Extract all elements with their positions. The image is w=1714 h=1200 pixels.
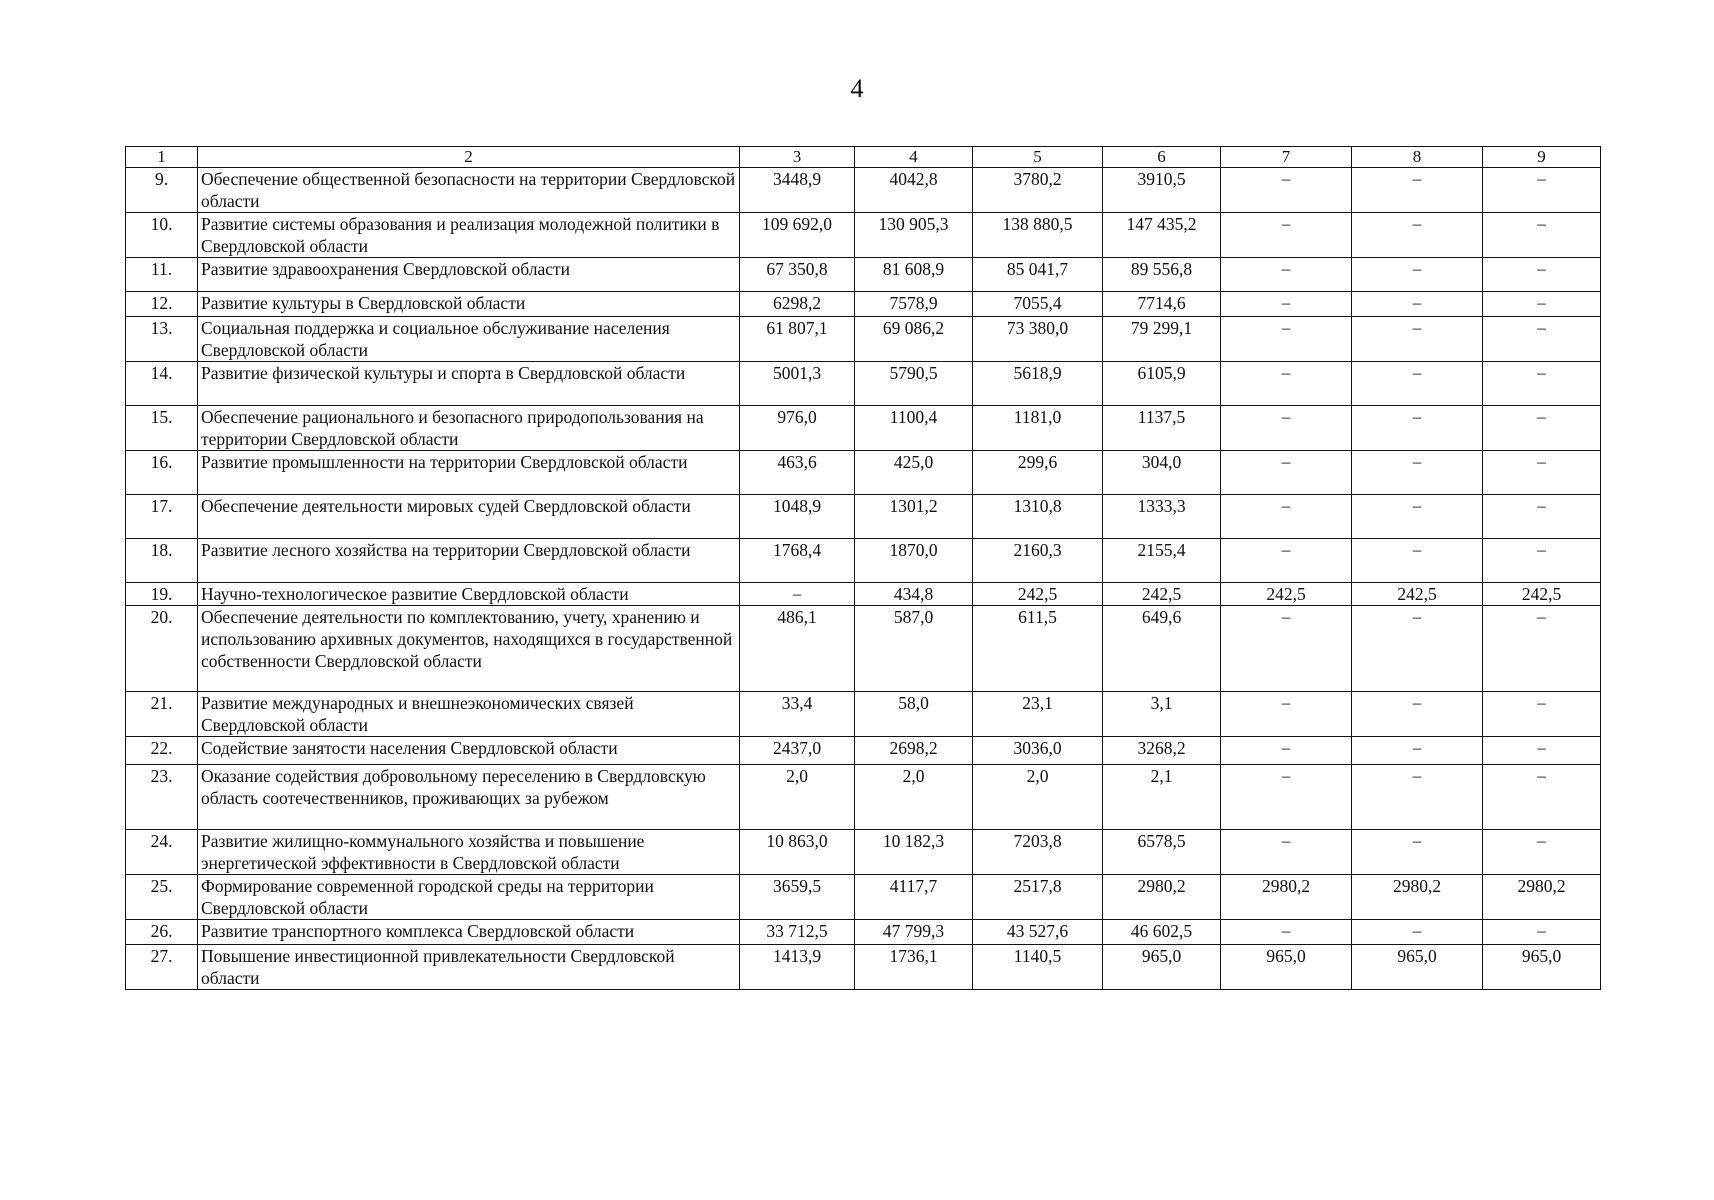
- table-row: [126, 692, 1601, 737]
- value-cell-c4: 1301,2: [855, 495, 973, 539]
- row-number: 22.: [126, 737, 198, 765]
- value-cell-c4: 81 608,9: [855, 258, 973, 292]
- value-cell-c9: –: [1483, 765, 1601, 830]
- table-row: [126, 606, 1601, 692]
- row-number: 19.: [126, 583, 198, 606]
- row-number: 17.: [126, 495, 198, 539]
- value-cell-c4: 4042,8: [855, 168, 973, 213]
- value-cell-c6: 3,1: [1103, 692, 1221, 737]
- value-cell-c5: 138 880,5: [973, 213, 1103, 258]
- value-cell-c8: –: [1352, 213, 1483, 258]
- value-cell-c4: 2698,2: [855, 737, 973, 765]
- row-number: 15.: [126, 406, 198, 451]
- value-cell-c7: –: [1221, 920, 1352, 945]
- value-cell-c9: –: [1483, 213, 1601, 258]
- value-cell-c3: 6298,2: [740, 292, 855, 317]
- program-name: Обеспечение деятельности по комплектованию, учету, хранению и использованию архивных документов, находящихся в государственной собственности Свердловской области: [198, 606, 740, 692]
- value-cell-c9: –: [1483, 168, 1601, 213]
- value-cell-c9: –: [1483, 737, 1601, 765]
- value-cell-c4: 10 182,3: [855, 830, 973, 875]
- program-name: Оказание содействия добровольному переселению в Свердловскую область соотечественников, проживающих за рубежом: [198, 765, 740, 830]
- value-cell-c6: 6578,5: [1103, 830, 1221, 875]
- value-cell-c5: 2160,3: [973, 539, 1103, 583]
- value-cell-c9: –: [1483, 606, 1601, 692]
- value-cell-c7: –: [1221, 258, 1352, 292]
- table-row: [126, 765, 1601, 830]
- column-header-row: [126, 147, 1601, 168]
- value-cell-c6: 1333,3: [1103, 495, 1221, 539]
- value-cell-c4: 434,8: [855, 583, 973, 606]
- table-row: [126, 495, 1601, 539]
- value-cell-c7: –: [1221, 451, 1352, 495]
- program-name: Социальная поддержка и социальное обслуживание населения Свердловской области: [198, 317, 740, 362]
- value-cell-c3: 1768,4: [740, 539, 855, 583]
- value-cell-c4: 4117,7: [855, 875, 973, 920]
- value-cell-c5: 2,0: [973, 765, 1103, 830]
- value-cell-c6: 147 435,2: [1103, 213, 1221, 258]
- value-cell-c5: 3780,2: [973, 168, 1103, 213]
- column-header: 1: [126, 147, 198, 168]
- value-cell-c5: 5618,9: [973, 362, 1103, 406]
- value-cell-c6: 242,5: [1103, 583, 1221, 606]
- table-row: [126, 451, 1601, 495]
- value-cell-c4: 47 799,3: [855, 920, 973, 945]
- value-cell-c6: 3910,5: [1103, 168, 1221, 213]
- row-number: 16.: [126, 451, 198, 495]
- column-header: 9: [1483, 147, 1601, 168]
- value-cell-c3: 10 863,0: [740, 830, 855, 875]
- value-cell-c8: –: [1352, 830, 1483, 875]
- value-cell-c7: –: [1221, 606, 1352, 692]
- table-row: [126, 292, 1601, 317]
- program-name: Развитие жилищно-коммунального хозяйства и повышение энергетической эффективности в Свердловской области: [198, 830, 740, 875]
- value-cell-c3: 3659,5: [740, 875, 855, 920]
- value-cell-c9: –: [1483, 292, 1601, 317]
- value-cell-c8: 965,0: [1352, 945, 1483, 990]
- value-cell-c7: –: [1221, 830, 1352, 875]
- value-cell-c5: 7203,8: [973, 830, 1103, 875]
- value-cell-c9: –: [1483, 451, 1601, 495]
- value-cell-c8: –: [1352, 451, 1483, 495]
- value-cell-c4: 5790,5: [855, 362, 973, 406]
- row-number: 21.: [126, 692, 198, 737]
- program-name: Развитие физической культуры и спорта в Свердловской области: [198, 362, 740, 406]
- value-cell-c4: 69 086,2: [855, 317, 973, 362]
- row-number: 11.: [126, 258, 198, 292]
- value-cell-c5: 3036,0: [973, 737, 1103, 765]
- program-name: Развитие промышленности на территории Свердловской области: [198, 451, 740, 495]
- value-cell-c6: 2155,4: [1103, 539, 1221, 583]
- value-cell-c6: 46 602,5: [1103, 920, 1221, 945]
- value-cell-c9: 2980,2: [1483, 875, 1601, 920]
- value-cell-c3: 1413,9: [740, 945, 855, 990]
- row-number: 9.: [126, 168, 198, 213]
- value-cell-c6: 3268,2: [1103, 737, 1221, 765]
- value-cell-c3: 61 807,1: [740, 317, 855, 362]
- budget-table: [125, 146, 1601, 990]
- column-header: 5: [973, 147, 1103, 168]
- value-cell-c4: 1100,4: [855, 406, 973, 451]
- program-name: Развитие международных и внешнеэкономических связей Свердловской области: [198, 692, 740, 737]
- value-cell-c6: 2,1: [1103, 765, 1221, 830]
- program-name: Развитие лесного хозяйства на территории Свердловской области: [198, 539, 740, 583]
- value-cell-c6: 965,0: [1103, 945, 1221, 990]
- row-number: 25.: [126, 875, 198, 920]
- value-cell-c9: 242,5: [1483, 583, 1601, 606]
- column-header: 6: [1103, 147, 1221, 168]
- value-cell-c4: 1870,0: [855, 539, 973, 583]
- value-cell-c8: –: [1352, 362, 1483, 406]
- value-cell-c8: 2980,2: [1352, 875, 1483, 920]
- value-cell-c5: 43 527,6: [973, 920, 1103, 945]
- value-cell-c9: –: [1483, 539, 1601, 583]
- program-name: Обеспечение рационального и безопасного природопользования на территории Свердловской области: [198, 406, 740, 451]
- program-name: Развитие транспортного комплекса Свердловской области: [198, 920, 740, 945]
- value-cell-c4: 130 905,3: [855, 213, 973, 258]
- table-row: [126, 362, 1601, 406]
- value-cell-c7: 2980,2: [1221, 875, 1352, 920]
- program-name: Обеспечение деятельности мировых судей Свердловской области: [198, 495, 740, 539]
- value-cell-c5: 1181,0: [973, 406, 1103, 451]
- value-cell-c8: –: [1352, 606, 1483, 692]
- value-cell-c4: 587,0: [855, 606, 973, 692]
- value-cell-c9: –: [1483, 258, 1601, 292]
- value-cell-c5: 242,5: [973, 583, 1103, 606]
- value-cell-c8: –: [1352, 317, 1483, 362]
- value-cell-c9: –: [1483, 317, 1601, 362]
- value-cell-c9: –: [1483, 406, 1601, 451]
- value-cell-c5: 7055,4: [973, 292, 1103, 317]
- value-cell-c6: 7714,6: [1103, 292, 1221, 317]
- value-cell-c7: –: [1221, 539, 1352, 583]
- value-cell-c5: 85 041,7: [973, 258, 1103, 292]
- value-cell-c5: 73 380,0: [973, 317, 1103, 362]
- table-row: [126, 213, 1601, 258]
- value-cell-c8: –: [1352, 258, 1483, 292]
- value-cell-c6: 304,0: [1103, 451, 1221, 495]
- table-row: [126, 875, 1601, 920]
- value-cell-c9: –: [1483, 920, 1601, 945]
- program-name: Развитие системы образования и реализация молодежной политики в Свердловской области: [198, 213, 740, 258]
- row-number: 27.: [126, 945, 198, 990]
- value-cell-c4: 425,0: [855, 451, 973, 495]
- table-row: [126, 539, 1601, 583]
- value-cell-c3: 2437,0: [740, 737, 855, 765]
- value-cell-c6: 6105,9: [1103, 362, 1221, 406]
- row-number: 13.: [126, 317, 198, 362]
- value-cell-c4: 1736,1: [855, 945, 973, 990]
- table-row: [126, 258, 1601, 292]
- value-cell-c6: 2980,2: [1103, 875, 1221, 920]
- program-name: Научно-технологическое развитие Свердловской области: [198, 583, 740, 606]
- value-cell-c6: 89 556,8: [1103, 258, 1221, 292]
- value-cell-c4: 58,0: [855, 692, 973, 737]
- value-cell-c8: –: [1352, 737, 1483, 765]
- program-name: Развитие культуры в Свердловской области: [198, 292, 740, 317]
- value-cell-c7: 965,0: [1221, 945, 1352, 990]
- table-row: [126, 406, 1601, 451]
- value-cell-c8: –: [1352, 692, 1483, 737]
- program-name: Развитие здравоохранения Свердловской области: [198, 258, 740, 292]
- value-cell-c8: –: [1352, 539, 1483, 583]
- value-cell-c7: –: [1221, 765, 1352, 830]
- value-cell-c8: 242,5: [1352, 583, 1483, 606]
- value-cell-c3: 486,1: [740, 606, 855, 692]
- table-row: [126, 830, 1601, 875]
- value-cell-c7: –: [1221, 168, 1352, 213]
- value-cell-c3: 1048,9: [740, 495, 855, 539]
- program-name: Содействие занятости населения Свердловской области: [198, 737, 740, 765]
- value-cell-c9: –: [1483, 830, 1601, 875]
- value-cell-c3: 33 712,5: [740, 920, 855, 945]
- value-cell-c9: 965,0: [1483, 945, 1601, 990]
- row-number: 12.: [126, 292, 198, 317]
- value-cell-c4: 7578,9: [855, 292, 973, 317]
- row-number: 26.: [126, 920, 198, 945]
- value-cell-c7: –: [1221, 692, 1352, 737]
- value-cell-c5: 1310,8: [973, 495, 1103, 539]
- value-cell-c3: 33,4: [740, 692, 855, 737]
- column-header: 2: [198, 147, 740, 168]
- value-cell-c7: –: [1221, 406, 1352, 451]
- value-cell-c5: 299,6: [973, 451, 1103, 495]
- table-row: [126, 317, 1601, 362]
- row-number: 20.: [126, 606, 198, 692]
- value-cell-c7: –: [1221, 362, 1352, 406]
- value-cell-c3: –: [740, 583, 855, 606]
- value-cell-c3: 109 692,0: [740, 213, 855, 258]
- column-header: 4: [855, 147, 973, 168]
- value-cell-c6: 649,6: [1103, 606, 1221, 692]
- column-header: 7: [1221, 147, 1352, 168]
- value-cell-c9: –: [1483, 692, 1601, 737]
- value-cell-c6: 1137,5: [1103, 406, 1221, 451]
- value-cell-c7: 242,5: [1221, 583, 1352, 606]
- value-cell-c5: 23,1: [973, 692, 1103, 737]
- value-cell-c7: –: [1221, 495, 1352, 539]
- page-number: 4: [850, 74, 864, 103]
- value-cell-c8: –: [1352, 920, 1483, 945]
- value-cell-c3: 5001,3: [740, 362, 855, 406]
- value-cell-c8: –: [1352, 292, 1483, 317]
- value-cell-c3: 67 350,8: [740, 258, 855, 292]
- column-header: 3: [740, 147, 855, 168]
- value-cell-c3: 463,6: [740, 451, 855, 495]
- table-row: [126, 168, 1601, 213]
- row-number: 24.: [126, 830, 198, 875]
- program-name: Формирование современной городской среды на территории Свердловской области: [198, 875, 740, 920]
- value-cell-c7: –: [1221, 213, 1352, 258]
- value-cell-c7: –: [1221, 292, 1352, 317]
- row-number: 23.: [126, 765, 198, 830]
- value-cell-c7: –: [1221, 317, 1352, 362]
- row-number: 14.: [126, 362, 198, 406]
- value-cell-c5: 611,5: [973, 606, 1103, 692]
- program-name: Повышение инвестиционной привлекательности Свердловской области: [198, 945, 740, 990]
- value-cell-c3: 976,0: [740, 406, 855, 451]
- table-row: [126, 737, 1601, 765]
- row-number: 10.: [126, 213, 198, 258]
- value-cell-c9: –: [1483, 362, 1601, 406]
- value-cell-c5: 2517,8: [973, 875, 1103, 920]
- value-cell-c8: –: [1352, 495, 1483, 539]
- row-number: 18.: [126, 539, 198, 583]
- value-cell-c8: –: [1352, 406, 1483, 451]
- column-header: 8: [1352, 147, 1483, 168]
- table-row: [126, 920, 1601, 945]
- table-row: [126, 945, 1601, 990]
- value-cell-c3: 2,0: [740, 765, 855, 830]
- value-cell-c4: 2,0: [855, 765, 973, 830]
- value-cell-c5: 1140,5: [973, 945, 1103, 990]
- program-name: Обеспечение общественной безопасности на территории Свердловской области: [198, 168, 740, 213]
- value-cell-c3: 3448,9: [740, 168, 855, 213]
- table-row: [126, 583, 1601, 606]
- value-cell-c6: 79 299,1: [1103, 317, 1221, 362]
- value-cell-c8: –: [1352, 765, 1483, 830]
- value-cell-c7: –: [1221, 737, 1352, 765]
- value-cell-c8: –: [1352, 168, 1483, 213]
- value-cell-c9: –: [1483, 495, 1601, 539]
